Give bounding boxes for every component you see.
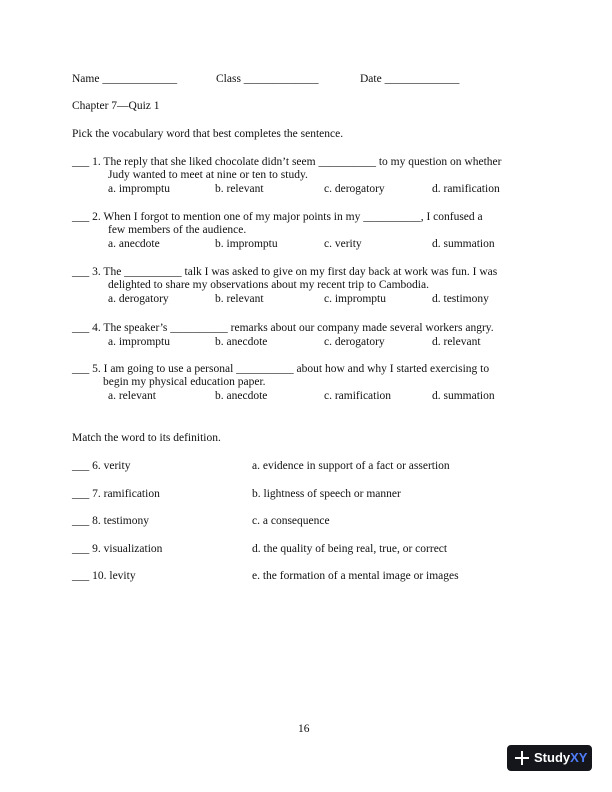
option-b: b. anecdote (215, 336, 268, 348)
question-stem-continued: few members of the audience. (108, 224, 247, 236)
answer-options (72, 238, 542, 251)
option-d: d. summation (432, 390, 495, 402)
match-definition: d. the quality of being real, true, or correct (252, 543, 448, 555)
option-b: b. relevant (215, 293, 264, 305)
question-stem-continued: begin my physical education paper. (103, 376, 266, 388)
option-c: c. derogatory (324, 336, 385, 348)
plus-icon (515, 751, 529, 765)
question-stem: ___ 3. The __________ talk I was asked to give on my first day back at work was fun. I was (72, 266, 498, 278)
header-fields (72, 73, 177, 86)
match-item-6 (72, 460, 512, 473)
match-term: ___ 9. visualization (72, 543, 163, 555)
brand-main: Study (534, 750, 571, 765)
brand-name (534, 745, 587, 771)
answer-options (72, 293, 542, 306)
match-term: ___ 6. verity (72, 460, 131, 472)
match-item-8 (72, 515, 512, 528)
question-4 (72, 322, 542, 349)
name-field-label: Name _____________ (72, 73, 178, 85)
option-b: b. relevant (215, 183, 264, 195)
page-number: 16 (298, 723, 310, 735)
option-b: b. anecdote (215, 390, 268, 402)
match-term: ___ 7. ramification (72, 488, 160, 500)
question-2 (72, 211, 542, 251)
option-c: c. impromptu (324, 293, 386, 305)
question-stem-continued: Judy wanted to meet at nine or ten to study. (108, 169, 308, 181)
option-d: d. summation (432, 238, 495, 250)
match-term: ___ 10. levity (72, 570, 136, 582)
question-stem: ___ 4. The speaker’s __________ remarks about our company made several workers angry. (72, 322, 494, 334)
question-1 (72, 156, 542, 196)
date-field-label: Date _____________ (360, 73, 460, 85)
option-a: a. impromptu (108, 183, 170, 195)
answer-options (72, 183, 542, 196)
match-definition: c. a consequence (252, 515, 330, 527)
question-stem: ___ 5. I am going to use a personal __________ about how and why I started exercising to (72, 363, 490, 375)
section2-instructions: Match the word to its definition. (72, 432, 221, 444)
match-item-7 (72, 488, 512, 501)
match-definition: b. lightness of speech or manner (252, 488, 401, 500)
option-a: a. anecdote (108, 238, 160, 250)
option-d: d. ramification (432, 183, 500, 195)
question-stem: ___ 2. When I forgot to mention one of my major points in my __________, I confused a (72, 211, 483, 223)
chapter-title: Chapter 7—Quiz 1 (72, 100, 160, 112)
option-d: d. testimony (432, 293, 489, 305)
option-a: a. derogatory (108, 293, 169, 305)
match-item-9 (72, 543, 512, 556)
section1-instructions: Pick the vocabulary word that best completes the sentence. (72, 128, 344, 140)
answer-options (72, 336, 542, 349)
option-c: c. derogatory (324, 183, 385, 195)
studyxy-badge[interactable] (507, 745, 592, 771)
brand-accent: XY (570, 750, 588, 765)
option-c: c. ramification (324, 390, 392, 402)
option-d: d. relevant (432, 336, 481, 348)
option-a: a. relevant (108, 390, 156, 402)
question-5 (72, 363, 542, 403)
question-stem: ___ 1. The reply that she liked chocolate didn’t seem __________ to my question on whether (72, 156, 502, 168)
match-item-10 (72, 570, 512, 583)
question-3 (72, 266, 542, 306)
question-stem-continued: delighted to share my observations about my recent trip to Cambodia. (108, 279, 429, 291)
option-b: b. impromptu (215, 238, 278, 250)
class-field-label: Class _____________ (216, 73, 319, 85)
answer-options (72, 390, 542, 403)
option-a: a. impromptu (108, 336, 170, 348)
option-c: c. verity (324, 238, 362, 250)
match-term: ___ 8. testimony (72, 515, 149, 527)
match-definition: a. evidence in support of a fact or assertion (252, 460, 450, 472)
match-definition: e. the formation of a mental image or images (252, 570, 459, 582)
